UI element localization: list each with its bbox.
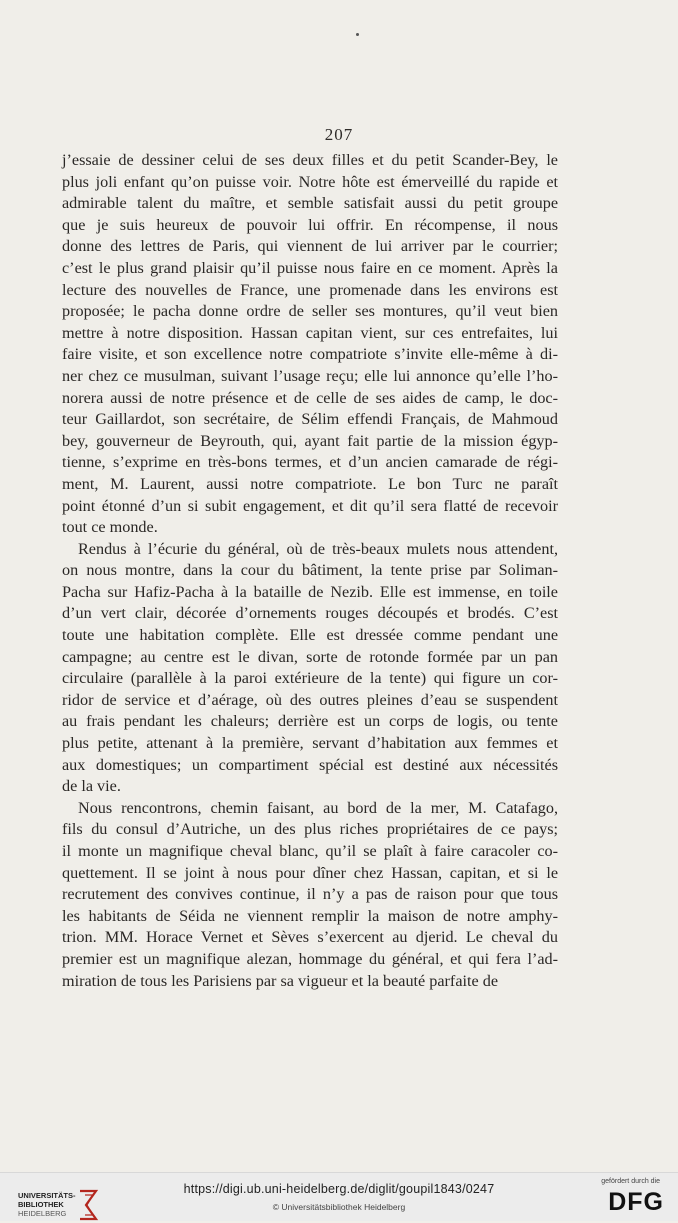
text-line: point étonné d’un si subit engagement, et dit qu’il sera flatté de recevoir: [62, 496, 558, 515]
page-number: 207: [324, 125, 354, 144]
text-line: donne des lettres de Paris, qui viennent de lui arriver par le courrier;: [62, 237, 558, 256]
library-name-line2: BIBLIOTHEK: [18, 1200, 64, 1209]
text-line: premier est un magnifique alezan, hommage du général, et qui fera l’ad-: [62, 949, 558, 968]
text-line: on nous montre, dans la cour du bâtiment, la tente prise par Soliman-: [62, 561, 558, 580]
text-line: lecture des nouvelles de France, une promenade dans les environs est: [62, 280, 558, 299]
text-line: il monte un magnifique cheval blanc, qu’il se plaît à faire caracoler co-: [62, 842, 558, 860]
text-line: les habitants de Séida ne viennent remplir la maison de notre amphy-: [62, 906, 558, 925]
text-line: mettre à notre disposition. Hassan capitan vient, sur ces entrefaites, lui: [62, 323, 558, 342]
dfg-logo[interactable]: DFG: [608, 1188, 664, 1216]
text-line: que je suis heureux de pouvoir lui offrir. En récompense, il nous: [62, 215, 558, 234]
text-line: de la vie.: [62, 777, 121, 796]
text-line: plus petite, attenant à la première, servant d’habitation aux femmes et: [62, 734, 558, 753]
text-line: tienne, s’exprime en très-bons termes, et d’un ancien camarade de régi-: [62, 453, 558, 472]
permalink-url[interactable]: https://digi.ub.uni-heidelberg.de/diglit/goupil1843/0247: [183, 1182, 495, 1196]
text-line: proposée; le pacha donne ordre de seller ses montures, qu’il veut bien: [62, 302, 558, 321]
text-line: admirable talent du maître, et semble satisfait aussi du petit groupe: [62, 194, 558, 213]
text-line: norera aussi de notre présence et de celle de ses aides de camp, le doc-: [62, 388, 558, 407]
text-line: campagne; au centre est le divan, sorte de rotonde formée par un pan: [62, 647, 558, 666]
text-line: Nous rencontrons, chemin faisant, au bord de la mer, M. Catafago,: [78, 798, 558, 817]
text-line: miration de tous les Parisiens par sa vigueur et la beauté parfaite de: [62, 971, 499, 990]
text-line: ner chez ce musulman, suivant l’usage reçu; elle lui annonce qu’elle l’ho-: [62, 366, 558, 385]
funding-label: gefördert durch die: [601, 1178, 660, 1185]
footer-bar: [0, 1172, 678, 1221]
text-line: fils du consul d’Autriche, un des plus riches propriétaires de ce pays;: [62, 820, 558, 839]
copyright-notice: © Universitätsbibliothek Heidelberg: [272, 1202, 406, 1212]
text-line: plus joli enfant qu’on puisse voir. Notre hôte est émerveillé du rapide et: [62, 172, 558, 191]
library-name-line3: HEIDELBERG: [18, 1209, 67, 1218]
text-line: c’est le plus grand plaisir qu’il puisse nous faire en ce moment. Après la: [62, 258, 558, 277]
text-line: circulaire (parallèle à la paroi extérieure de la tente) qui figure un cor-: [62, 669, 558, 688]
text-line: aux domestiques; un compartiment spécial est destiné aux nécessités: [62, 755, 558, 774]
text-line: d’un vert clair, décorée d’ornements rouges découpés et brodés. C’est: [62, 604, 558, 623]
text-line: teur Gaillardot, son secrétaire, de Sélim effendi Français, de Mahmoud: [62, 410, 558, 429]
text-line: ment, M. Laurent, aussi notre compatriote. Le bon Turc ne paraît: [62, 474, 558, 493]
text-line: quettement. Il se joint à nous pour dîner chez Hassan, capitan, et si le: [62, 863, 558, 882]
text-line: faire visite, et son excellence notre compatriote s’invite elle-même à di-: [62, 345, 558, 364]
text-line: Rendus à l’écurie du général, où de très-beaux mulets nous attendent,: [78, 539, 558, 558]
text-line: recrutement des convives continue, il n’y a pas de raison pour que tous: [62, 885, 558, 904]
library-name-line1: UNIVERSITÄTS-: [18, 1191, 76, 1200]
text-line: tout ce monde.: [62, 518, 158, 537]
text-line: Pacha sur Hafiz-Pacha à la bataille de Nezib. Elle est immense, en toile: [62, 582, 558, 601]
text-line: ridor de service et d’aérage, où des outres pleines d’eau se suspendent: [62, 690, 558, 709]
text-line: bey, gouverneur de Beyrouth, qui, ayant fait partie de la mission égyp-: [62, 431, 558, 450]
text-line: j’essaie de dessiner celui de ses deux filles et du petit Scander-Bey, le: [62, 151, 558, 169]
text-line: toute une habitation complète. Elle est dressée comme pendant une: [62, 626, 558, 645]
ink-speck: [356, 33, 359, 36]
body-text: [62, 150, 558, 992]
text-line: au frais pendant les chaleurs; derrière est un corps de logis, ou tente: [62, 712, 558, 731]
text-line: trion. MM. Horace Vernet et Sèves s’exercent au djerid. Le cheval du: [62, 928, 558, 947]
